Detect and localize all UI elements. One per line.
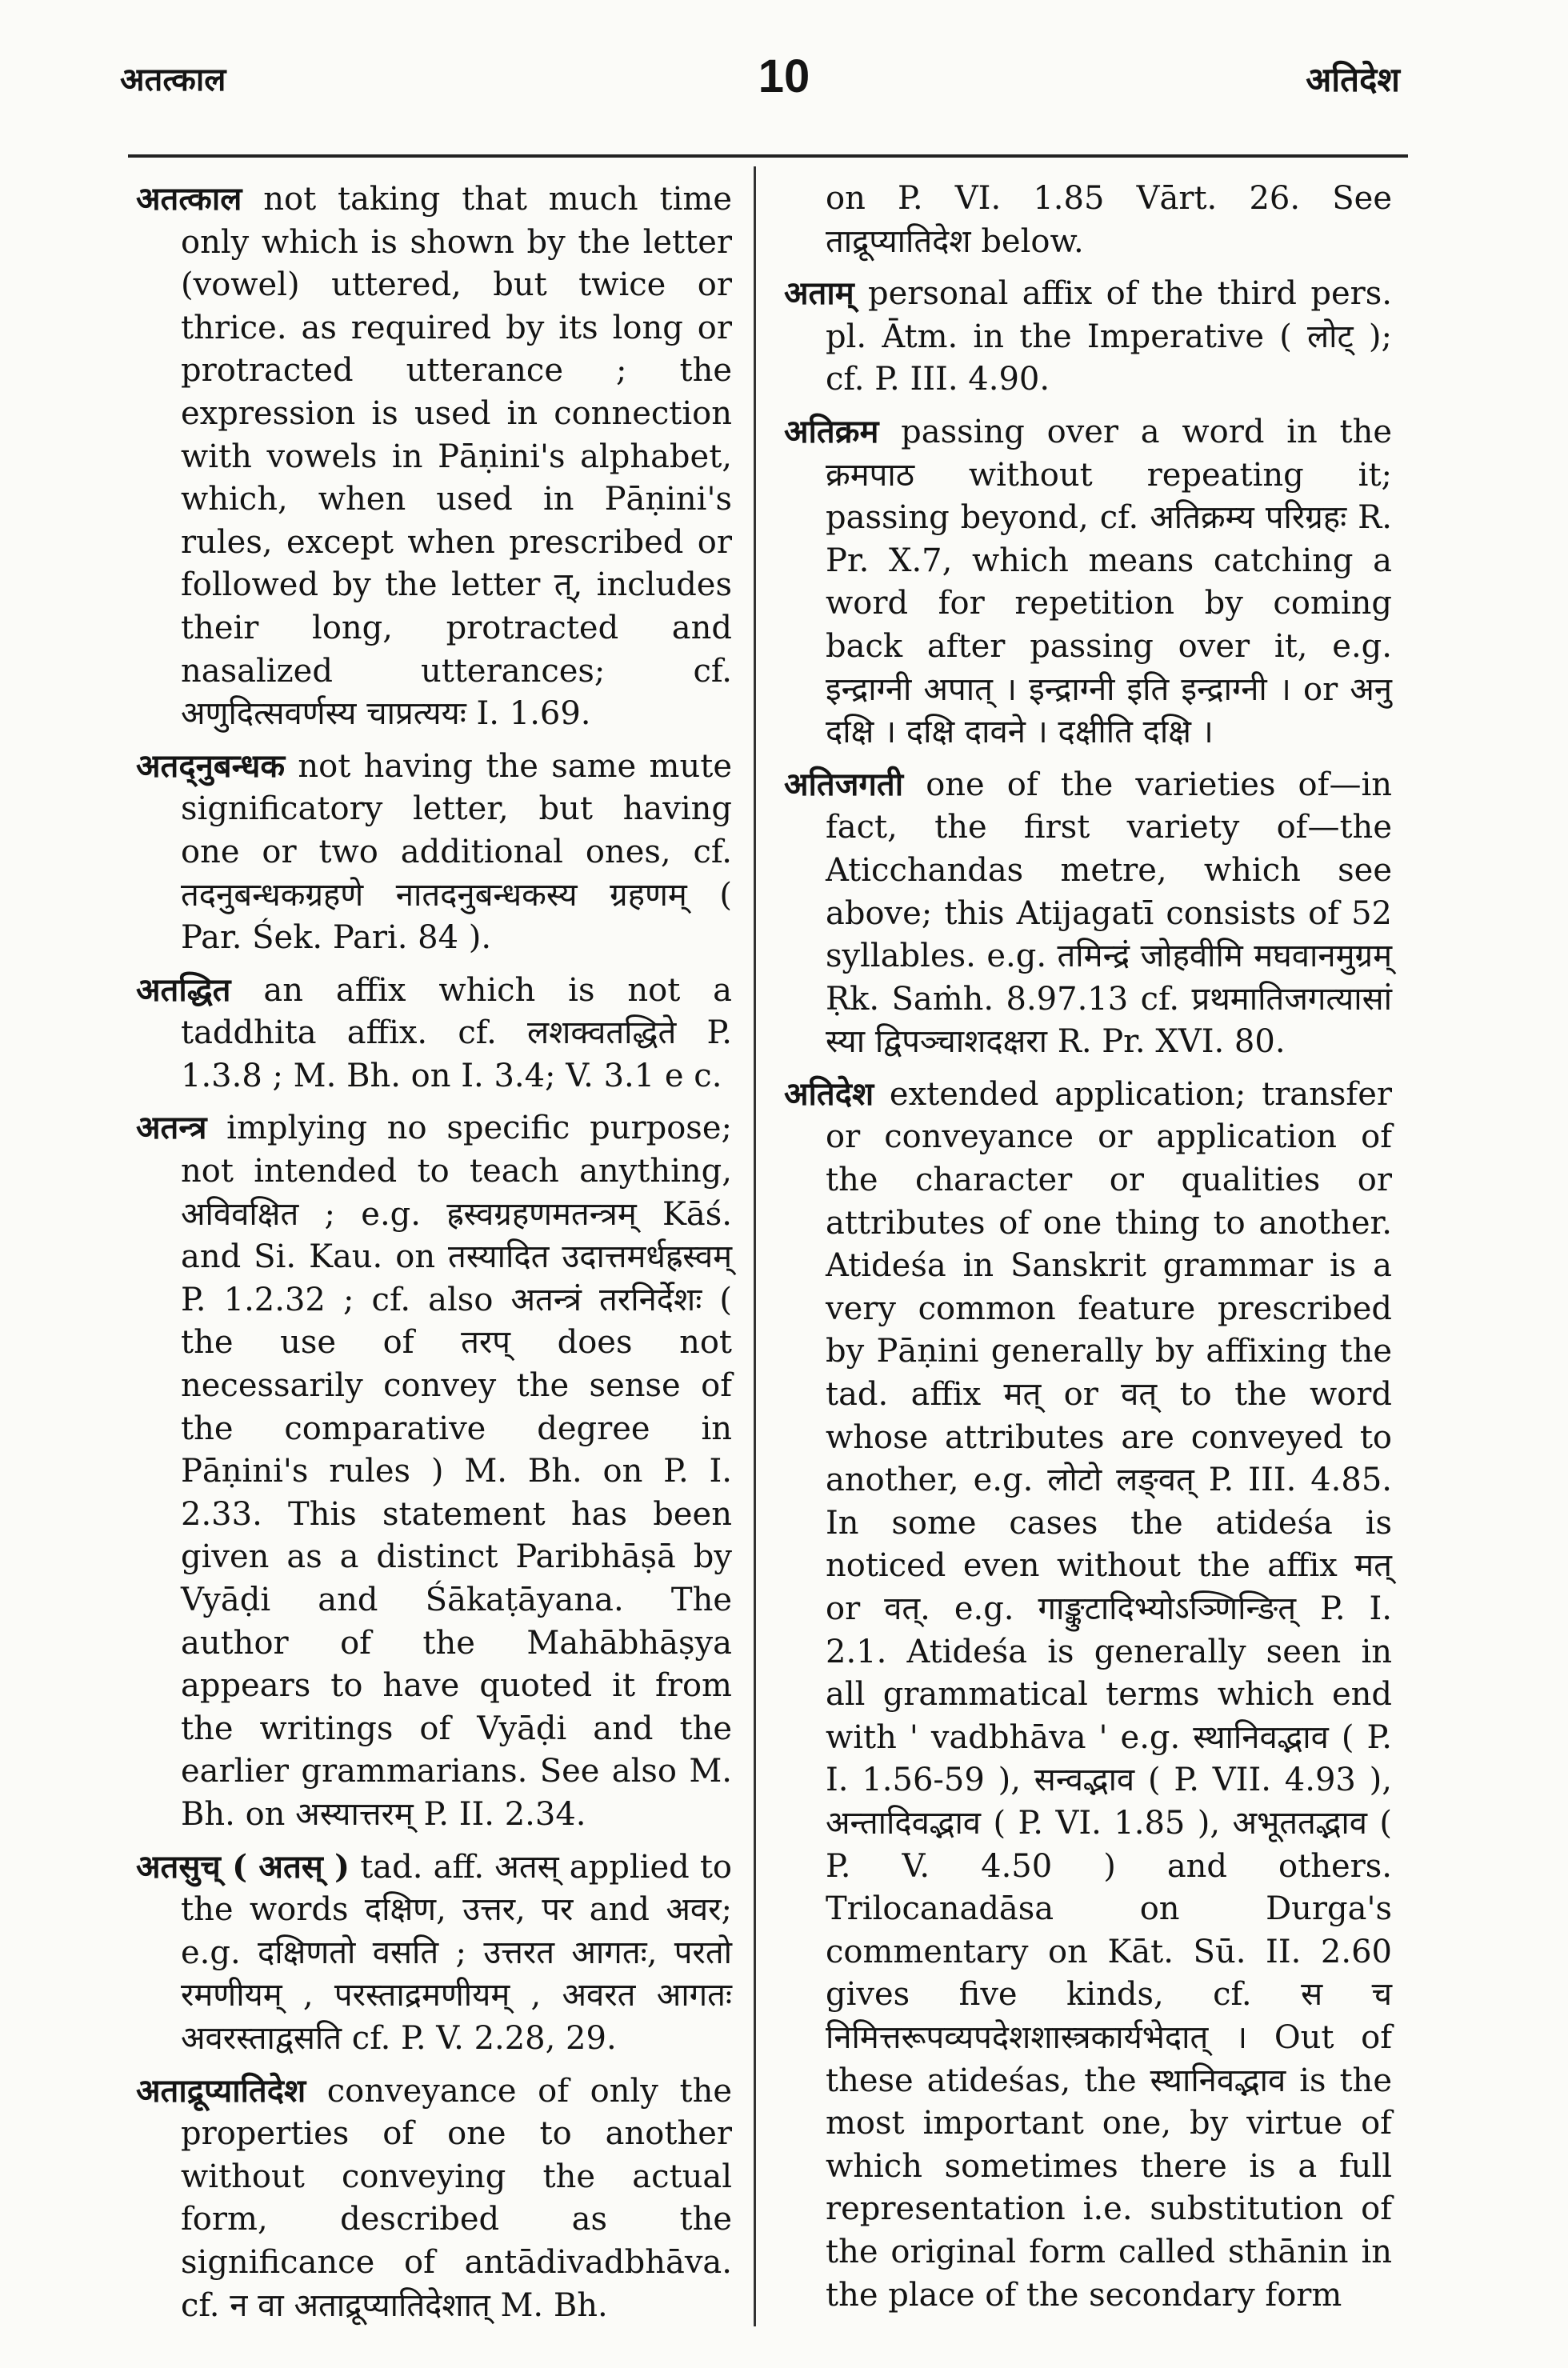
entry-atatkala [136, 178, 732, 736]
page-number: 10 [758, 50, 810, 102]
header-right-word: अतिदेश [1306, 60, 1400, 99]
headword: अतद्नुबन्धक [136, 746, 286, 785]
headword: अतिक्रम [784, 412, 879, 450]
definition: an affix which is not a taddhita affix. cf. लशक्वतद्धिते P. 1.3.8 ; M. Bh. on I. 3.4; V. 3.1 e c. [181, 971, 732, 1094]
headword: अतद्धित [136, 970, 231, 1009]
column-divider [754, 166, 756, 2326]
definition: tad. aff. अतस् applied to the words दक्षिण, उत्तर, पर and अवर; e.g. दक्षिणतो वसति ; उत्तरत आगतः, परतो रमणीयम् , परस्ताद्रमणीयम् , अवरत आगतः अवरस्ताद्वसति cf. P. V. 2.28, 29. [181, 1848, 733, 2057]
right-column [784, 178, 1392, 2326]
headword: अताम् [784, 274, 854, 313]
definition: personal affix of the third pers. pl. Ātm. in the Imperative ( लोट् ); cf. P. III. 4.90. [826, 275, 1392, 398]
header-rule [128, 154, 1408, 158]
definition: conveyance of only the properties of one to another without conveying the actual form, described as the significance of antādivadbhāva. cf. न वा अताद्रूप्यातिदेशात् M. Bh. [181, 2072, 732, 2324]
headword: अतिजगती [784, 765, 904, 803]
headword: अतन्त्र [136, 1109, 207, 1147]
definition: not having the same mute significatory letter, but having one or two additional ones, cf. तदनुबन्धकग्रहणे नातदनुबन्धकस्य ग्रहणम् ( Par. Śek. Pari. 84 ). [181, 747, 732, 957]
entry-atadrupyatidesha [136, 2070, 732, 2328]
definition: not taking that much time only which is shown by the letter (vowel) uttered, but twice or thrice. as required by its long or protracted utterance ; the expression is used in connection with vowels in Pāṇini's alphabet, which, when used in Pāṇini's rules, except when prescribed or followed by the letter त्, includes their long, protracted and nasalized utterances; cf. अणुदित्सवर्णस्य चाप्रत्ययः I. 1.69. [181, 181, 732, 733]
entry-ataddhita [136, 969, 732, 1098]
entry-atasuc [136, 1846, 732, 2061]
entry-atikrama [784, 410, 1392, 754]
entry-continuation [784, 178, 1392, 263]
headword: अतत्काल [136, 180, 242, 218]
headword: अतसुच् ( अतस् ) [136, 1847, 350, 1886]
left-column [136, 178, 732, 2336]
definition: one of the varieties of—in fact, the first variety of—the Aticchandas metre, which see above; this Atijagatī consists of 52 syllables. e.g. तमिन्द्रं जोहवीमि मघवानमुग्रम् Ṛk. Saṁh. 8.97.13 cf. प्रथमातिजगत्यासां स्या द्विपञ्चाशदक्षरा R. Pr. XVI. 80. [826, 766, 1392, 1061]
definition: implying no specific purpose; not intended to teach anything, अविवक्षित ; e.g. ह्रस्वग्रहणमतन्त्रम् Kāś. and Si. Kau. on तस्यादित उदात्तमर्धह्रस्वम् P. 1.2.32 ; cf. also अतन्त्रं तरनिर्देशः ( the use of तरप् does not necessarily convey the sense of the comparative degree in Pāṇini's rules ) M. Bh. on P. I. 2.33. This statement has been given as a distinct Paribhāṣā by Vyāḍi and Śākaṭāyana. The author of the Mahābhāṣya appears to have quoted it from the writings of Vyāḍi and the earlier grammarians. See also M. Bh. on अस्यात्तरम् P. II. 2.34. [181, 1110, 732, 1833]
entry-atantra [136, 1106, 732, 1836]
headword: अतिदेश [784, 1074, 874, 1113]
definition: passing over a word in the क्रमपाठ without repeating it; passing beyond, cf. अतिक्रम्य परिग्रहः R. Pr. X.7, which means catching a word for repetition by coming back after passing over it, e.g. इन्द्राग्नी अपात् । इन्द्राग्नी इति इन्द्राग्नी । or अनु दक्षि । दक्षि दावने । दक्षीति दक्षि । [826, 413, 1393, 751]
header-left-word: अतत्काल [120, 61, 226, 98]
headword: अताद्रूप्यातिदेश [136, 2071, 306, 2110]
entry-atijagati [784, 763, 1392, 1064]
entry-atadanubandhaka [136, 745, 732, 960]
definition: on P. VI. 1.85 Vārt. 26. See ताद्रूप्यातिदेश below. [826, 180, 1392, 260]
entry-atam [784, 272, 1392, 402]
entry-atidesha [784, 1073, 1392, 2317]
definition: extended application; transfer or conveyance or application of the character or qualities or attributes of one thing to another. Atideśa in Sanskrit grammar is a very common feature prescribed by Pāṇini generally by affixing the tad. affix मत् or वत् to the word whose attributes are conveyed to another, e.g. लोटो लङ्वत् P. III. 4.85. In some cases the atideśa is noticed even without the affix मत् or वत्. e.g. गाङ्कुटादिभ्योऽञ्णिन्ङित् P. I. 2.1. Atideśa is generally seen in all grammatical terms which end with ' vadbhāva ' e.g. स्थानिवद्भाव ( P. I. 1.56-59 ), सन्वद्भाव ( P. VII. 4.93 ), अन्तादिवद्भाव ( P. VI. 1.85 ), अभूततद्भाव ( P. V. 4.50 ) and others. Trilocanadāsa on Durga's commentary on Kāt. Sū. II. 2.60 gives five kinds, cf. स च निमित्तरूपव्यपदेशशास्त्रकार्यभेदात् । Out of these atideśas, the स्थानिवद्भाव is the most important one, by virtue of which sometimes there is a full representation i.e. substitution of the original form called sthānin in the place of the secondary form [826, 1075, 1392, 2314]
